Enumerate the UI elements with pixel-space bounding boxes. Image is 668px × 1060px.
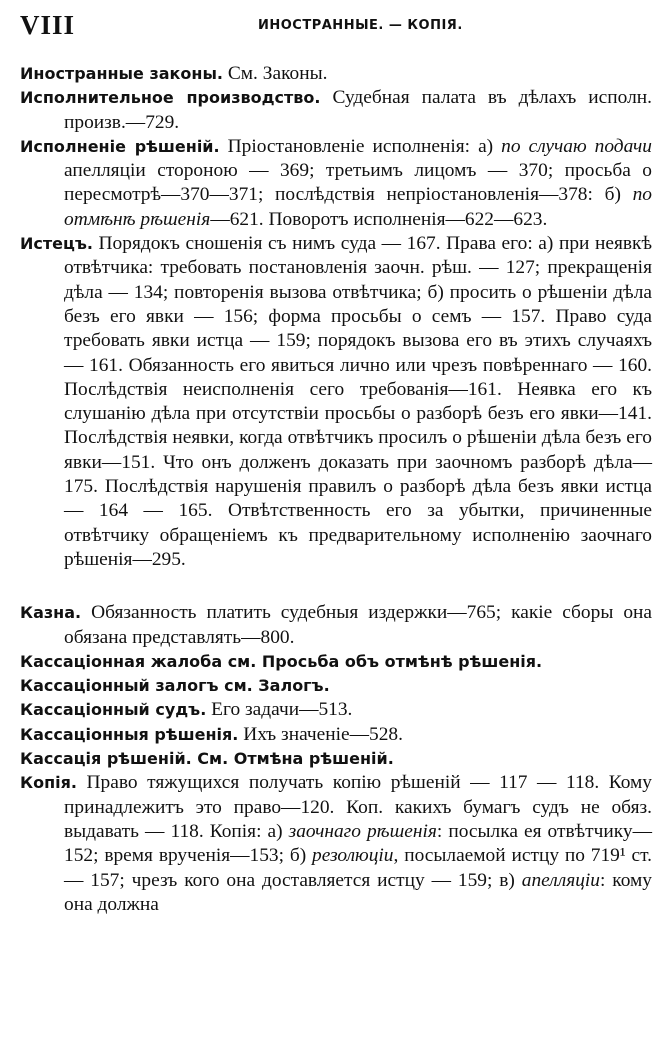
page-header — [20, 10, 650, 40]
index-entry — [20, 747, 652, 771]
entry-heading: Исполнительное производство. — [20, 88, 321, 108]
entry-heading: Иностранные законы. — [20, 64, 223, 83]
entry-text: Судебная палата въ дѣлахъ исполн. произв.—729. — [64, 87, 652, 133]
entry-text: : посылка ея отвѣтчику—152; время врученія—153; б) — [64, 820, 652, 867]
entry-text: —621. Поворотъ исполненія—622—623. — [210, 208, 548, 230]
entry-text: : кому она должна — [64, 869, 652, 915]
index-entry — [20, 723, 652, 747]
page-number: VIII — [20, 10, 76, 40]
entry-heading: Кассаціонныя рѣшенія. — [20, 724, 239, 744]
index-entry — [20, 86, 652, 135]
entry-heading: Истецъ. — [20, 234, 93, 254]
entry-heading: Кассаціонный судъ. — [20, 700, 207, 720]
index-entry — [20, 650, 652, 674]
entry-italic-text: апелляціи — [521, 869, 600, 891]
entry-text: апелляціи стороною — 369; третьимъ лицомъ — 370; просьба о пересмотрѣ—370—371; послѣдствія непріостановленія—378: б) — [64, 160, 652, 206]
entry-text: См. Законы. — [223, 63, 328, 84]
entry-heading: Кассаціонная жалоба см. Просьба объ отмѣнѣ рѣшенія. — [20, 651, 543, 671]
entry-text: Порядокъ сношенія съ нимъ суда — 167. Права его: а) при неявкѣ отвѣтчика: требовать постановленія заочн. рѣш. — 127; прекращенія дѣла — 134; повторенія вызова отвѣтчика; б) просить о рѣшеніи дѣла безъ его явки — 156; форма просьбы о семъ — 157. Право суда требовать явки истца — 159; порядокъ вызова его въ этихъ случаяхъ — 161. Обязанность его явиться лично или чрезъ повѣреннаго — 160. Послѣдствія неисполненія сего требованія—161. Неявка его къ слушанію дѣла при отсутствіи просьбы о разборѣ безъ его явки—141. Послѣдствія неявки, когда отвѣтчикъ просилъ о рѣшеніи дѣла безъ его явки—151. Что онъ долженъ доказать при заочномъ разборѣ дѣла—175. Послѣдствія нарушенія правилъ о разборѣ дѣла безъ явки истца — 164 — 165. Отвѣтственность его за убытки, причиненные отвѣтчику обращеніемъ къ предварительному исполненію заочнаго рѣшенія—295. — [64, 233, 652, 570]
entry-heading: Казна. — [20, 603, 82, 623]
entry-italic-text: по случаю подачи — [501, 135, 652, 157]
entry-heading: Исполненіе рѣшеній. — [20, 136, 220, 156]
entry-italic-text: заочнаго рѣшенія — [288, 820, 437, 842]
index-entry — [20, 62, 652, 86]
index-entry — [20, 601, 652, 650]
entry-text: Его задачи—513. — [206, 699, 353, 721]
entry-text: Ихъ значеніе—528. — [238, 723, 403, 745]
entry-italic-text: резолюціи — [312, 845, 394, 867]
index-entry — [20, 771, 652, 917]
entry-heading: Кассаціонный залогъ см. Залогъ. — [20, 676, 330, 696]
entry-text: , посылаемой истцу по 719¹ ст. — 157; чрезъ кого она доставляется истцу — 159; в) — [64, 845, 652, 891]
index-entry — [20, 674, 652, 698]
entry-heading: Копія. — [20, 773, 77, 793]
entry-heading: Кассація рѣшеній. См. Отмѣна рѣшеній. — [20, 749, 394, 769]
index-entry — [20, 698, 652, 722]
entry-italic-text: по отмѣнѣ рѣшенія — [64, 184, 652, 230]
index-entry — [20, 135, 652, 232]
index-entry — [20, 232, 652, 572]
entry-text: Обязанность платить судебныя издержки—765; какіе сборы она обязана представлять—800. — [64, 602, 652, 648]
entry-text: Право тяжущихся получать копію рѣшеній — 117 — 118. Кому принадлежитъ это право—120. Коп. какихъ бумагъ судъ не обяз. выдавать — 118. Копія: а) — [64, 772, 652, 842]
index-entries — [20, 62, 652, 917]
running-title: ИНОСТРАННЫЕ. — КОПІЯ. — [258, 18, 463, 33]
entry-text: Пріостановленіе исполненія: а) — [219, 135, 502, 157]
